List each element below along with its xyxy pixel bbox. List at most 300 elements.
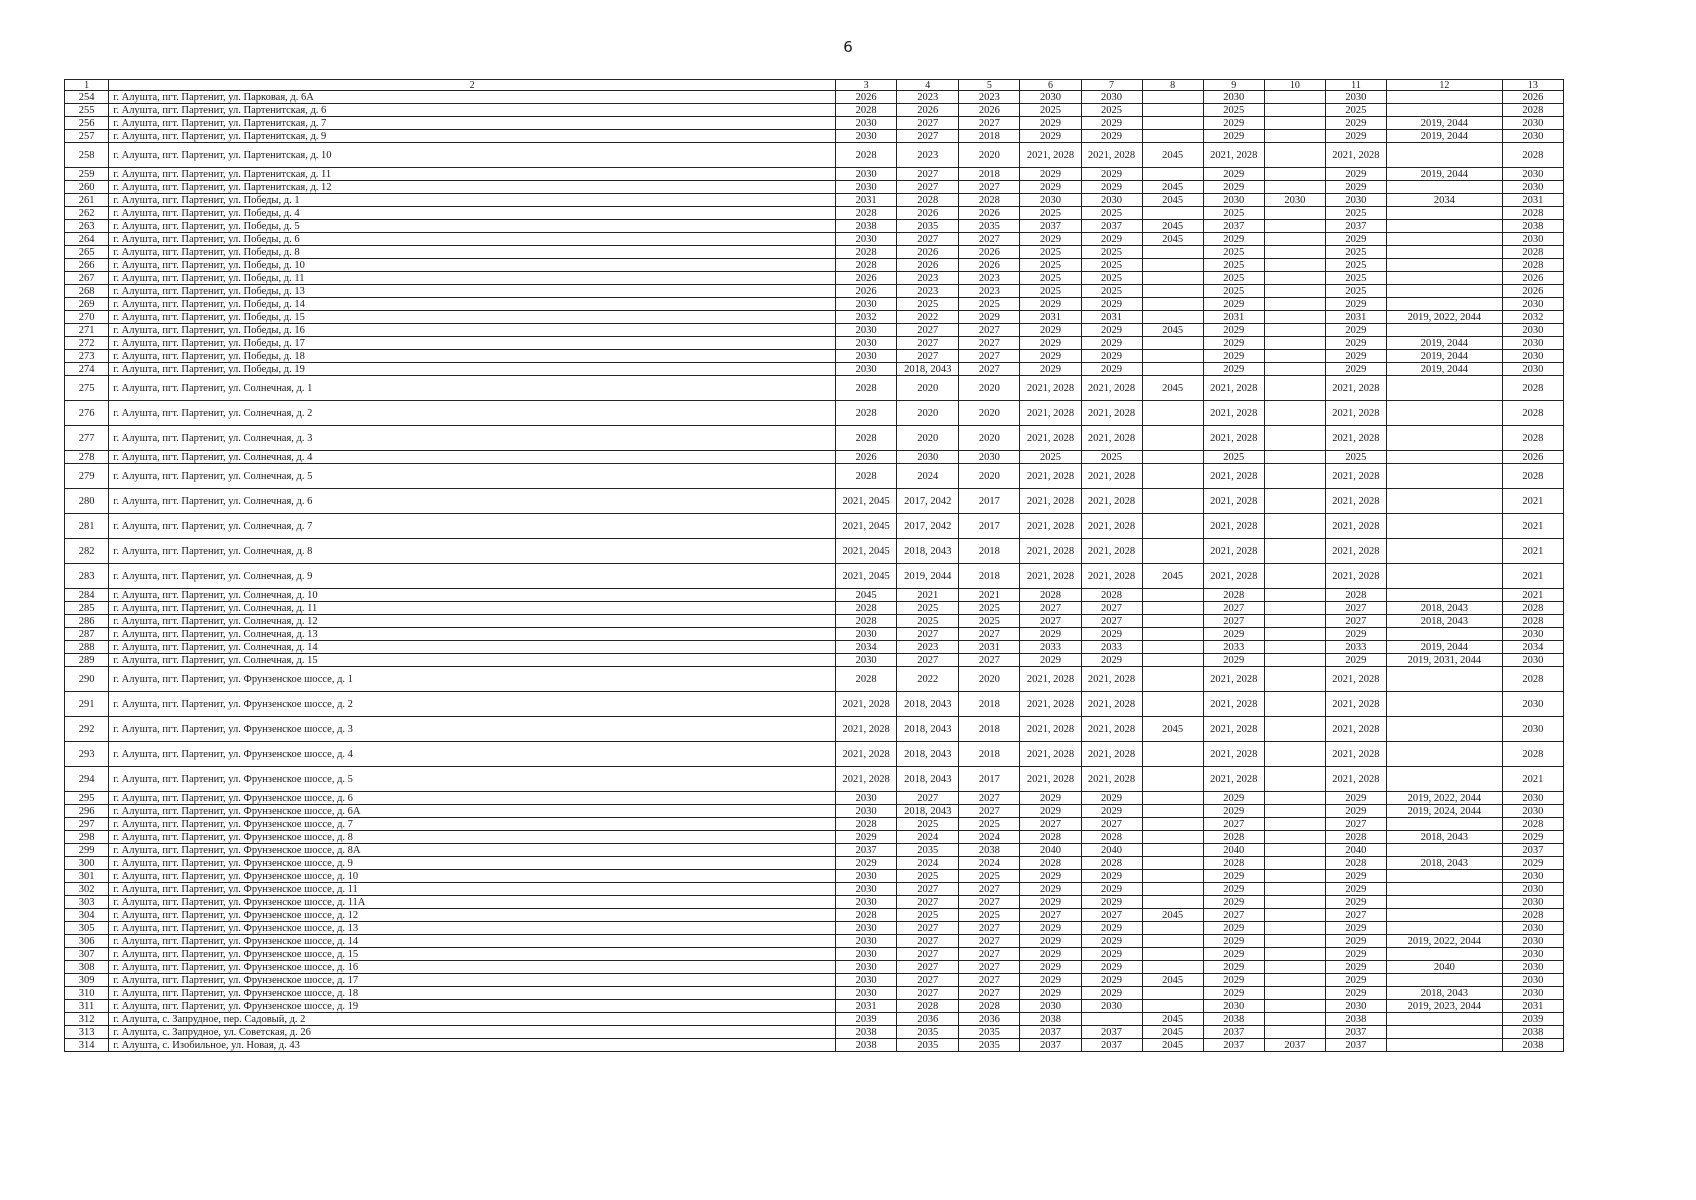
year-cell bbox=[1386, 948, 1502, 961]
year-cell bbox=[1142, 961, 1203, 974]
year-cell bbox=[1142, 451, 1203, 464]
year-cell: 2021, 2028 bbox=[1203, 489, 1264, 514]
address-cell: г. Алушта, пгт. Партенит, ул. Победы, д. 11 bbox=[109, 272, 836, 285]
year-cell: 2026 bbox=[897, 207, 959, 220]
year-cell: 2029 bbox=[1203, 654, 1264, 667]
year-cell bbox=[1264, 602, 1325, 615]
year-cell: 2021, 2028 bbox=[1081, 464, 1142, 489]
address-cell: г. Алушта, пгт. Партенит, ул. Победы, д. 5 bbox=[109, 220, 836, 233]
year-cell: 2029 bbox=[1081, 974, 1142, 987]
table-row bbox=[65, 130, 1564, 143]
year-cell: 2040 bbox=[1020, 844, 1081, 857]
row-number-cell: 262 bbox=[65, 207, 109, 220]
year-cell bbox=[1386, 401, 1502, 426]
row-number-cell: 302 bbox=[65, 883, 109, 896]
column-header: 8 bbox=[1142, 80, 1203, 91]
table-row bbox=[65, 742, 1564, 767]
year-cell: 2030 bbox=[836, 181, 897, 194]
year-cell: 2030 bbox=[1502, 298, 1563, 311]
year-cell bbox=[1386, 870, 1502, 883]
table-row bbox=[65, 298, 1564, 311]
year-cell: 2029 bbox=[1325, 628, 1386, 641]
year-cell: 2030 bbox=[897, 451, 959, 464]
address-cell: г. Алушта, с. Запрудное, ул. Советская, д. 26 bbox=[109, 1026, 836, 1039]
table-body bbox=[65, 91, 1564, 1052]
address-cell: г. Алушта, пгт. Партенит, ул. Партенитская, д. 11 bbox=[109, 168, 836, 181]
year-cell: 2037 bbox=[1325, 1026, 1386, 1039]
year-cell: 2028 bbox=[836, 426, 897, 451]
address-cell: г. Алушта, пгт. Партенит, ул. Солнечная, д. 12 bbox=[109, 615, 836, 628]
year-cell: 2026 bbox=[897, 104, 959, 117]
year-cell: 2029 bbox=[1203, 350, 1264, 363]
year-cell: 2021 bbox=[1502, 514, 1563, 539]
year-cell: 2030 bbox=[836, 130, 897, 143]
row-number-cell: 255 bbox=[65, 104, 109, 117]
row-number-cell: 259 bbox=[65, 168, 109, 181]
row-number-cell: 275 bbox=[65, 376, 109, 401]
year-cell: 2026 bbox=[1502, 272, 1563, 285]
year-cell: 2038 bbox=[836, 1039, 897, 1052]
year-cell: 2021 bbox=[959, 589, 1020, 602]
year-cell: 2027 bbox=[897, 117, 959, 130]
year-cell bbox=[1142, 857, 1203, 870]
column-header: 10 bbox=[1264, 80, 1325, 91]
year-cell: 2019, 2022, 2044 bbox=[1386, 792, 1502, 805]
year-cell: 2030 bbox=[1502, 233, 1563, 246]
year-cell: 2027 bbox=[959, 948, 1020, 961]
year-cell: 2029 bbox=[1081, 298, 1142, 311]
year-cell: 2040 bbox=[1386, 961, 1502, 974]
table-row bbox=[65, 589, 1564, 602]
row-number-cell: 261 bbox=[65, 194, 109, 207]
address-cell: г. Алушта, пгт. Партенит, ул. Победы, д. 14 bbox=[109, 298, 836, 311]
year-cell bbox=[1386, 259, 1502, 272]
year-cell: 2045 bbox=[1142, 1026, 1203, 1039]
address-cell: г. Алушта, пгт. Партенит, ул. Победы, д. 8 bbox=[109, 246, 836, 259]
year-cell: 2021, 2028 bbox=[1203, 564, 1264, 589]
year-cell: 2021, 2028 bbox=[1325, 514, 1386, 539]
year-cell: 2026 bbox=[836, 91, 897, 104]
year-cell: 2029 bbox=[1081, 654, 1142, 667]
year-cell bbox=[1386, 844, 1502, 857]
year-cell: 2030 bbox=[1502, 181, 1563, 194]
year-cell: 2027 bbox=[897, 792, 959, 805]
row-number-cell: 301 bbox=[65, 870, 109, 883]
year-cell: 2029 bbox=[1203, 233, 1264, 246]
year-cell: 2026 bbox=[959, 246, 1020, 259]
year-cell: 2021, 2028 bbox=[1081, 539, 1142, 564]
year-cell: 2033 bbox=[1020, 641, 1081, 654]
year-cell: 2029 bbox=[1325, 298, 1386, 311]
table-row bbox=[65, 272, 1564, 285]
year-cell: 2030 bbox=[1502, 350, 1563, 363]
year-cell: 2030 bbox=[1502, 628, 1563, 641]
year-cell bbox=[1264, 948, 1325, 961]
year-cell bbox=[1264, 564, 1325, 589]
year-cell bbox=[1264, 615, 1325, 628]
year-cell: 2029 bbox=[1081, 935, 1142, 948]
year-cell: 2025 bbox=[1325, 207, 1386, 220]
year-cell: 2018, 2043 bbox=[897, 692, 959, 717]
year-cell: 2018, 2043 bbox=[1386, 602, 1502, 615]
table-row bbox=[65, 692, 1564, 717]
year-cell: 2028 bbox=[1081, 857, 1142, 870]
year-cell: 2030 bbox=[836, 117, 897, 130]
row-number-cell: 293 bbox=[65, 742, 109, 767]
row-number-cell: 265 bbox=[65, 246, 109, 259]
row-number-cell: 267 bbox=[65, 272, 109, 285]
year-cell: 2027 bbox=[897, 168, 959, 181]
year-cell: 2035 bbox=[959, 1039, 1020, 1052]
row-number-cell: 271 bbox=[65, 324, 109, 337]
year-cell: 2018, 2043 bbox=[1386, 615, 1502, 628]
year-cell: 2027 bbox=[897, 987, 959, 1000]
year-cell: 2030 bbox=[836, 987, 897, 1000]
year-cell bbox=[1264, 1013, 1325, 1026]
year-cell: 2037 bbox=[1081, 1026, 1142, 1039]
year-cell: 2029 bbox=[1203, 298, 1264, 311]
address-cell: г. Алушта, пгт. Партенит, ул. Солнечная, д. 9 bbox=[109, 564, 836, 589]
address-cell: г. Алушта, пгт. Партенит, ул. Фрунзенское шоссе, д. 17 bbox=[109, 974, 836, 987]
year-cell: 2027 bbox=[897, 922, 959, 935]
year-cell: 2031 bbox=[959, 641, 1020, 654]
year-cell: 2028 bbox=[1502, 259, 1563, 272]
year-cell: 2033 bbox=[1325, 641, 1386, 654]
address-cell: г. Алушта, пгт. Партенит, ул. Солнечная, д. 2 bbox=[109, 401, 836, 426]
year-cell bbox=[1264, 285, 1325, 298]
year-cell: 2029 bbox=[1325, 363, 1386, 376]
year-cell: 2029 bbox=[836, 857, 897, 870]
year-cell: 2021, 2028 bbox=[1020, 464, 1081, 489]
year-cell bbox=[1142, 767, 1203, 792]
year-cell: 2029 bbox=[1020, 117, 1081, 130]
year-cell bbox=[1264, 987, 1325, 1000]
year-cell: 2037 bbox=[1203, 220, 1264, 233]
year-cell: 2029 bbox=[1203, 935, 1264, 948]
year-cell: 2028 bbox=[1502, 246, 1563, 259]
year-cell bbox=[1142, 654, 1203, 667]
year-cell: 2030 bbox=[836, 324, 897, 337]
year-cell bbox=[1142, 883, 1203, 896]
table-row bbox=[65, 602, 1564, 615]
year-cell: 2038 bbox=[959, 844, 1020, 857]
year-cell: 2027 bbox=[1203, 615, 1264, 628]
year-cell: 2030 bbox=[1081, 1000, 1142, 1013]
year-cell: 2038 bbox=[1020, 1013, 1081, 1026]
year-cell: 2021 bbox=[1502, 589, 1563, 602]
year-cell: 2030 bbox=[1081, 194, 1142, 207]
table-row bbox=[65, 844, 1564, 857]
year-cell: 2034 bbox=[836, 641, 897, 654]
year-cell: 2020 bbox=[959, 401, 1020, 426]
year-cell bbox=[1142, 641, 1203, 654]
year-cell bbox=[1264, 464, 1325, 489]
year-cell: 2027 bbox=[897, 324, 959, 337]
table-row bbox=[65, 641, 1564, 654]
year-cell: 2017, 2042 bbox=[897, 489, 959, 514]
year-cell: 2029 bbox=[1081, 628, 1142, 641]
row-number-cell: 260 bbox=[65, 181, 109, 194]
year-cell: 2018, 2043 bbox=[1386, 831, 1502, 844]
year-cell: 2021, 2028 bbox=[1203, 514, 1264, 539]
year-cell bbox=[1386, 143, 1502, 168]
column-header: 5 bbox=[959, 80, 1020, 91]
year-cell: 2025 bbox=[1020, 246, 1081, 259]
year-cell: 2035 bbox=[897, 220, 959, 233]
year-cell: 2030 bbox=[1502, 883, 1563, 896]
year-cell: 2030 bbox=[836, 961, 897, 974]
year-cell: 2018 bbox=[959, 717, 1020, 742]
year-cell: 2027 bbox=[1020, 818, 1081, 831]
year-cell: 2018, 2043 bbox=[897, 805, 959, 818]
table-row bbox=[65, 539, 1564, 564]
year-cell: 2029 bbox=[1325, 870, 1386, 883]
year-cell: 2026 bbox=[959, 207, 1020, 220]
year-cell bbox=[1264, 1000, 1325, 1013]
year-cell: 2028 bbox=[836, 909, 897, 922]
year-cell: 2028 bbox=[1325, 589, 1386, 602]
year-cell: 2028 bbox=[1502, 401, 1563, 426]
year-cell: 2031 bbox=[1502, 1000, 1563, 1013]
row-number-cell: 274 bbox=[65, 363, 109, 376]
year-cell: 2020 bbox=[959, 426, 1020, 451]
year-cell: 2029 bbox=[1203, 181, 1264, 194]
row-number-cell: 306 bbox=[65, 935, 109, 948]
table-row bbox=[65, 961, 1564, 974]
column-header: 13 bbox=[1502, 80, 1563, 91]
year-cell: 2030 bbox=[1020, 194, 1081, 207]
year-cell: 2020 bbox=[959, 464, 1020, 489]
year-cell: 2025 bbox=[897, 602, 959, 615]
year-cell: 2027 bbox=[959, 350, 1020, 363]
year-cell: 2045 bbox=[1142, 1039, 1203, 1052]
year-cell: 2028 bbox=[1502, 909, 1563, 922]
year-cell: 2018 bbox=[959, 168, 1020, 181]
year-cell: 2030 bbox=[1203, 194, 1264, 207]
row-number-cell: 296 bbox=[65, 805, 109, 818]
year-cell bbox=[1142, 285, 1203, 298]
year-cell: 2030 bbox=[1502, 717, 1563, 742]
year-cell: 2026 bbox=[959, 259, 1020, 272]
year-cell bbox=[1264, 117, 1325, 130]
year-cell: 2029 bbox=[836, 831, 897, 844]
year-cell bbox=[1264, 767, 1325, 792]
year-cell: 2040 bbox=[1203, 844, 1264, 857]
year-cell bbox=[1386, 426, 1502, 451]
year-cell: 2019, 2022, 2044 bbox=[1386, 311, 1502, 324]
year-cell: 2029 bbox=[1325, 883, 1386, 896]
year-cell: 2039 bbox=[1502, 1013, 1563, 1026]
table-row bbox=[65, 1039, 1564, 1052]
address-cell: г. Алушта, пгт. Партенит, ул. Фрунзенское шоссе, д. 6А bbox=[109, 805, 836, 818]
year-cell bbox=[1264, 961, 1325, 974]
year-cell: 2018 bbox=[959, 742, 1020, 767]
year-cell bbox=[1142, 168, 1203, 181]
year-cell: 2027 bbox=[897, 337, 959, 350]
row-number-cell: 277 bbox=[65, 426, 109, 451]
year-cell: 2037 bbox=[1081, 220, 1142, 233]
year-cell: 2030 bbox=[1502, 117, 1563, 130]
year-cell: 2029 bbox=[1020, 298, 1081, 311]
year-cell: 2025 bbox=[1020, 104, 1081, 117]
year-cell: 2029 bbox=[1203, 805, 1264, 818]
row-number-cell: 311 bbox=[65, 1000, 109, 1013]
year-cell bbox=[1264, 792, 1325, 805]
year-cell: 2026 bbox=[836, 272, 897, 285]
year-cell: 2028 bbox=[836, 104, 897, 117]
year-cell: 2030 bbox=[1502, 363, 1563, 376]
year-cell bbox=[1142, 350, 1203, 363]
year-cell bbox=[1386, 692, 1502, 717]
year-cell: 2037 bbox=[1502, 844, 1563, 857]
row-number-cell: 307 bbox=[65, 948, 109, 961]
year-cell: 2030 bbox=[1502, 896, 1563, 909]
year-cell: 2034 bbox=[1502, 641, 1563, 654]
row-number-cell: 269 bbox=[65, 298, 109, 311]
year-cell: 2020 bbox=[897, 376, 959, 401]
year-cell: 2038 bbox=[1502, 1039, 1563, 1052]
year-cell: 2045 bbox=[1142, 143, 1203, 168]
table-row bbox=[65, 948, 1564, 961]
year-cell: 2025 bbox=[959, 602, 1020, 615]
year-cell: 2021, 2028 bbox=[1020, 401, 1081, 426]
year-cell: 2030 bbox=[836, 870, 897, 883]
year-cell: 2031 bbox=[836, 194, 897, 207]
year-cell: 2028 bbox=[836, 376, 897, 401]
year-cell: 2027 bbox=[897, 948, 959, 961]
year-cell bbox=[1142, 870, 1203, 883]
year-cell: 2030 bbox=[1502, 324, 1563, 337]
year-cell: 2030 bbox=[1502, 870, 1563, 883]
year-cell bbox=[1142, 539, 1203, 564]
year-cell: 2025 bbox=[897, 870, 959, 883]
year-cell bbox=[1264, 272, 1325, 285]
year-cell: 2028 bbox=[1502, 104, 1563, 117]
year-cell: 2027 bbox=[1325, 602, 1386, 615]
year-cell bbox=[1264, 91, 1325, 104]
year-cell: 2029 bbox=[1081, 987, 1142, 1000]
year-cell bbox=[1264, 401, 1325, 426]
year-cell: 2021, 2045 bbox=[836, 489, 897, 514]
table-header bbox=[65, 80, 1564, 91]
year-cell: 2029 bbox=[1020, 961, 1081, 974]
year-cell: 2028 bbox=[836, 207, 897, 220]
year-cell: 2020 bbox=[959, 143, 1020, 168]
address-cell: г. Алушта, пгт. Партенит, ул. Партенитская, д. 6 bbox=[109, 104, 836, 117]
year-cell: 2037 bbox=[1020, 1039, 1081, 1052]
year-cell: 2029 bbox=[1203, 896, 1264, 909]
year-cell bbox=[1386, 1039, 1502, 1052]
column-header: 9 bbox=[1203, 80, 1264, 91]
year-cell: 2027 bbox=[897, 130, 959, 143]
year-cell: 2021, 2028 bbox=[1020, 564, 1081, 589]
year-cell: 2038 bbox=[1325, 1013, 1386, 1026]
table-row bbox=[65, 117, 1564, 130]
year-cell: 2031 bbox=[1325, 311, 1386, 324]
year-cell: 2025 bbox=[959, 870, 1020, 883]
year-cell bbox=[1264, 181, 1325, 194]
year-cell: 2028 bbox=[836, 615, 897, 628]
year-cell bbox=[1264, 1026, 1325, 1039]
year-cell bbox=[1386, 539, 1502, 564]
year-cell: 2025 bbox=[1081, 451, 1142, 464]
year-cell: 2040 bbox=[1325, 844, 1386, 857]
year-cell bbox=[1142, 104, 1203, 117]
year-cell: 2029 bbox=[1203, 948, 1264, 961]
year-cell: 2027 bbox=[1325, 615, 1386, 628]
year-cell: 2029 bbox=[1020, 628, 1081, 641]
year-cell: 2020 bbox=[959, 667, 1020, 692]
year-cell bbox=[1142, 831, 1203, 844]
year-cell: 2027 bbox=[897, 883, 959, 896]
table-row bbox=[65, 935, 1564, 948]
table-row bbox=[65, 324, 1564, 337]
year-cell: 2023 bbox=[897, 641, 959, 654]
year-cell: 2031 bbox=[1502, 194, 1563, 207]
year-cell: 2026 bbox=[1502, 285, 1563, 298]
address-cell: г. Алушта, пгт. Партенит, ул. Солнечная, д. 14 bbox=[109, 641, 836, 654]
year-cell: 2023 bbox=[897, 91, 959, 104]
year-cell: 2028 bbox=[836, 401, 897, 426]
year-cell: 2019, 2044 bbox=[897, 564, 959, 589]
table-row bbox=[65, 654, 1564, 667]
year-cell bbox=[1142, 589, 1203, 602]
year-cell: 2024 bbox=[959, 857, 1020, 870]
year-cell: 2021, 2028 bbox=[1203, 401, 1264, 426]
year-cell bbox=[1386, 717, 1502, 742]
address-cell: г. Алушта, пгт. Партенит, ул. Победы, д. 18 bbox=[109, 350, 836, 363]
year-cell: 2029 bbox=[1325, 961, 1386, 974]
year-cell: 2030 bbox=[836, 883, 897, 896]
year-cell: 2027 bbox=[897, 654, 959, 667]
year-cell: 2030 bbox=[1203, 91, 1264, 104]
year-cell bbox=[1386, 628, 1502, 641]
year-cell: 2027 bbox=[1081, 615, 1142, 628]
row-number-cell: 295 bbox=[65, 792, 109, 805]
year-cell bbox=[1142, 987, 1203, 1000]
year-cell: 2025 bbox=[1325, 104, 1386, 117]
year-cell: 2021, 2028 bbox=[1081, 426, 1142, 451]
year-cell: 2038 bbox=[836, 1026, 897, 1039]
year-cell: 2021, 2028 bbox=[1020, 767, 1081, 792]
year-cell: 2027 bbox=[959, 654, 1020, 667]
year-cell: 2025 bbox=[1203, 259, 1264, 272]
year-cell: 2029 bbox=[1325, 805, 1386, 818]
address-cell: г. Алушта, пгт. Партенит, ул. Фрунзенское шоссе, д. 8А bbox=[109, 844, 836, 857]
year-cell: 2031 bbox=[836, 1000, 897, 1013]
year-cell: 2025 bbox=[1325, 285, 1386, 298]
year-cell: 2019, 2024, 2044 bbox=[1386, 805, 1502, 818]
table-row bbox=[65, 489, 1564, 514]
year-cell: 2021, 2028 bbox=[1081, 667, 1142, 692]
year-cell: 2027 bbox=[897, 628, 959, 641]
year-cell: 2021, 2028 bbox=[1081, 742, 1142, 767]
year-cell: 2030 bbox=[1502, 961, 1563, 974]
year-cell: 2029 bbox=[1020, 935, 1081, 948]
year-cell: 2037 bbox=[1020, 1026, 1081, 1039]
year-cell: 2029 bbox=[1020, 987, 1081, 1000]
year-cell: 2021, 2028 bbox=[1203, 742, 1264, 767]
row-number-cell: 309 bbox=[65, 974, 109, 987]
year-cell bbox=[1386, 818, 1502, 831]
year-cell bbox=[1386, 285, 1502, 298]
year-cell bbox=[1142, 667, 1203, 692]
year-cell bbox=[1264, 870, 1325, 883]
year-cell bbox=[1142, 805, 1203, 818]
year-cell: 2029 bbox=[1020, 948, 1081, 961]
table-row bbox=[65, 615, 1564, 628]
year-cell: 2027 bbox=[1081, 818, 1142, 831]
